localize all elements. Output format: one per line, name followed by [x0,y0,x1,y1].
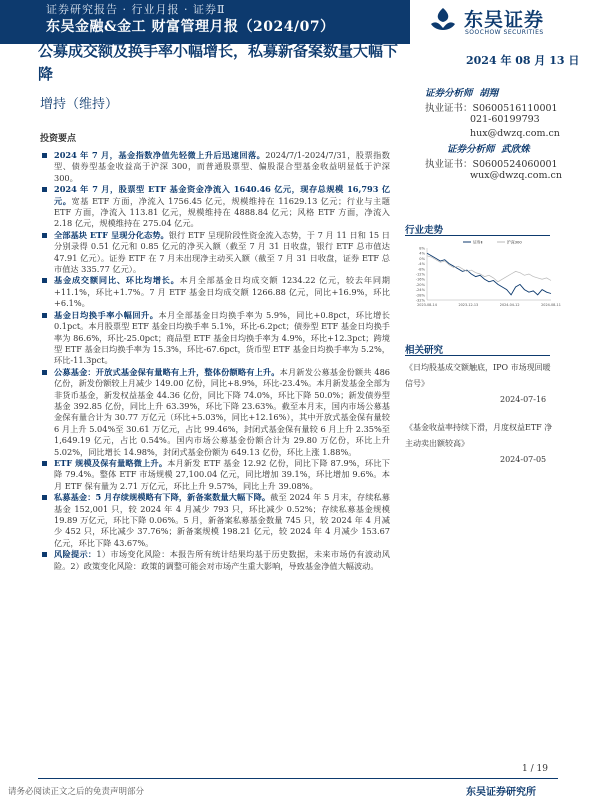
bullet-lead: 私募基金：5 月存续规模略有下降，新备案数量大幅下降。 [54,492,271,503]
related-divider [405,355,550,356]
series-line-1 [427,253,551,295]
analyst-1-name: 胡翔 [479,88,499,99]
y-tick-label: 8% [419,246,425,251]
bullet-lead: 2024 年 7 月，基金指数净值先轻微上升后迅速回落。 [54,150,266,160]
related-item-1-date: 2024-07-16 [500,395,547,404]
bullet-square-icon [42,233,47,238]
analyst-2-cert: 执业证书：S0600524060001 [425,159,558,170]
summary-bullet [40,184,390,230]
y-tick-label: -28% [415,293,425,298]
bullet-lead: 公募基金：开放式基金保有量略有上升，整体份额略有上升。 [54,366,280,377]
related-item-2[interactable]: 《基金收益率持续下滑，月度权益ETF 净主动卖出额较高》 [405,423,553,448]
report-category: 证券研究报告 · 行业月报 · 证券Ⅱ [46,3,226,16]
logo-text-en: SOOCHOW SECURITIES [465,29,544,36]
bullet-lead: 基金日均换手率小幅回升。 [54,309,159,320]
bullet-text: 1）市场变化风险：本报告所有统计结果均基于历史数据，未来市场仍有波动风险。2）政策变化风险：政策的调整可能会对市场产生重大影响，导致基金净值大幅波动。 [54,549,390,571]
bullet-lead: 风险提示： [54,549,97,560]
bullet-lead: ETF 规模及保有量略微上升。 [54,457,168,468]
trend-divider [405,235,550,236]
y-tick-label: -32% [415,298,425,303]
bullet-square-icon [42,495,47,500]
related-item-2-date: 2024-07-05 [500,455,547,464]
bullet-text: 本月全部基金日均换手率为 5.9%，同比+0.8pct，环比增长 0.1pct。本月股票型 ETF 基金日均换手率 5.1%，环比-6.2pct；债券型 ETF 基金日均换手率为 86.6%，环比-25.0pct；商品型 ETF 基金日均换手率为 4.9%，环比+12.3pct；跨境型 ETF 基金日均换手率为 15.3%，环比-67.6pct，货币型 ETF 基金日均换手率为 5.2%，环比-11.3pct。 [54,309,390,366]
bullet-text: 2024/7/1-2024/7/31，股票指数型、债券型基金收益高于沪深 300，而普通股票型、偏股混合型基金收益明显低于沪深 300。 [54,150,390,183]
bullet-text: 截至 2024 年 5 月末，存续私募基金 152,001 只，较 2024 年 4 月减少 793 只，环比减少 0.52%；存续私募基金规模 19.89 万亿元，环比下降 0.06%。5 月，新备案私募基金数量 745 只，较 2024 年 4 月减少 452 只，环比减少 37.76%；新备案规模 198.21 亿元，较 2024 年 4 月减少 153.67 亿元，环比下降 43.67%。 [54,492,390,548]
y-tick-label: -20% [415,282,425,287]
summary-bullets [40,150,390,572]
y-tick-label: -8% [418,267,425,272]
report-title: 东吴金融&金工 财富管理月报（2024/07） [46,19,335,35]
soochow-logo-icon [428,6,458,36]
analyst-1-phone: 021-60199793 [470,114,540,125]
x-tick-label: 2024-04-12 [499,303,520,307]
analyst-2-name: 武欣姝 [501,144,530,155]
y-tick-label: -24% [415,288,425,293]
summary-bullet [40,230,390,276]
bullet-square-icon [42,187,47,192]
y-tick-label: -16% [415,277,425,282]
y-tick-label: 4% [419,251,425,256]
bullet-text: 本月新发 ETF 基金 12.92 亿份，同比下降 87.9%，环比下降 79.4%。整体 ETF 市场规模 27,100.04 亿元，同比增加 39.1%，环比增加 9.6%。本月 ETF 保有量为 2.71 万亿元，环比上升 9.57%，同比上升 39.08%。 [54,457,390,491]
summary-bullet [40,549,390,572]
trend-title: 行业走势 [405,225,444,236]
x-tick-label: 2024-08-11 [541,303,561,307]
summary-bullet [40,150,390,184]
analyst-2-title: 证券分析师 武欣姝 [447,144,530,155]
bullet-square-icon [42,153,47,158]
company-logo [428,4,598,40]
bullet-square-icon [42,552,47,557]
related-title: 相关研究 [405,345,444,356]
bullet-lead: 全部基块 ETF 呈现分化态势。 [54,229,169,240]
y-tick-label: -12% [415,272,425,277]
summary-bullet [40,275,390,309]
analyst-2-email: wux@dwzq.com.cn [470,170,562,181]
analyst-1-email: hux@dwzq.com.cn [470,128,560,139]
bullet-square-icon [42,278,47,283]
logo-text-cn: 东吴证券 [464,9,545,31]
report-header-band [0,0,410,44]
summary-heading: 投资要点 [40,134,77,144]
footer-firm: 东吴证券研究所 [466,787,536,798]
industry-trend-chart [405,238,561,310]
summary-bullet [40,367,390,458]
footer-divider [38,778,558,779]
y-tick-label: 0% [419,256,425,261]
analyst-1-title: 证券分析师 胡翔 [425,88,499,99]
summary-bullet [40,458,390,492]
summary-bullet [40,492,390,549]
summary-bullet [40,310,390,367]
analyst-1-cert: 执业证书：S0600516110001 [425,103,558,114]
report-headline: 公募成交额及换手率小幅增长，私募新备案数量大幅下降 [38,42,399,83]
bullet-square-icon [42,313,47,318]
bullet-lead: 2024 年 7 月，股票型 ETF 基金资金净流入 1640.46 亿元，现存总规模 16,793 亿元。 [54,184,390,206]
bullet-lead: 基金成交额同比、环比均增长。 [54,275,180,286]
y-tick-label: -4% [418,262,425,267]
page-number: 1 / 19 [522,764,548,774]
x-tick-label: 2023-08-14 [417,303,437,307]
disclaimer: 请务必阅读正文之后的免责声明部分 [8,787,145,797]
bullet-text: 本月新发公募基金份额共 486 亿份，新发份额较上月减少 149.00 亿份，同比+8.9%，环比-23.4%。本月新发基金全部为非货币基金，新发权益基金 44.36 亿份，同比下降 74.0%，环比下降 50.0%；新发债券型基金 392.85 亿份，同比上升 63.39%，环比下降 23.63%。截至本月末，国内市场公募基金保有量合计为 30.77 万亿元（环比+5.03%，同比+12.16%），其中开放式基金保有量较 6 月上升 5.04%至 30.61 万亿元，占比 99.46%，封闭式基金保有量较 6 月上升 2.35%至 1,649.19 亿元，占比 0.54%。国内市场公募基金份额合计为 29.80 万亿份，环比上升 5.02%，同比增长 14.98%，封闭式基金份额为 649.13 亿份，环比上涨 1.88%。 [54,366,390,457]
legend-label: 沪深300 [507,239,522,245]
series-line-2 [427,256,551,282]
report-date: 2024 年 08 月 13 日 [466,54,580,67]
x-tick-label: 2023-12-13 [458,303,479,307]
investment-summary [40,131,390,572]
bullet-square-icon [42,461,47,466]
bullet-square-icon [42,370,47,375]
bullet-text: 宽基 ETF 方面，净流入 1756.45 亿元，规模维持在 11629.13 亿元；行业与主题 ETF 方面，净流入 113.81 亿元，规模维持在 4888.84 亿元；风格 ETF 方面，净流入 2.18 亿元，规模维持在 275.04 亿元。 [54,195,390,229]
rating: 增持（维持） [40,97,119,112]
bullet-text: 本月全部基金日均成交额 1234.22 亿元，较去年同期+11.1%，环比+1.7%。7 月 ETF 基金日均成交额 1266.88 亿元，同比+16.9%，环比+6.1%。 [54,275,390,309]
bullet-text: 银行 ETF 呈现阶段性资金流入态势，于 7 月 11 日和 15 日分别录得 0.51 亿元和 0.85 亿元的净买入额（截至 7 月 31 日收盘，银行 ETF 总市值达 47.91 亿元）。证券 ETF 在 7 月未出现净主动买入额（截至 7 月 31 日收盘，证券 ETF 总市值达 335.77 亿元）。 [54,229,390,275]
legend-label: 证券Ⅱ [473,239,483,245]
related-item-1[interactable]: 《日均股基成交额触底，IPO 市场现回暖信号》 [405,363,551,388]
